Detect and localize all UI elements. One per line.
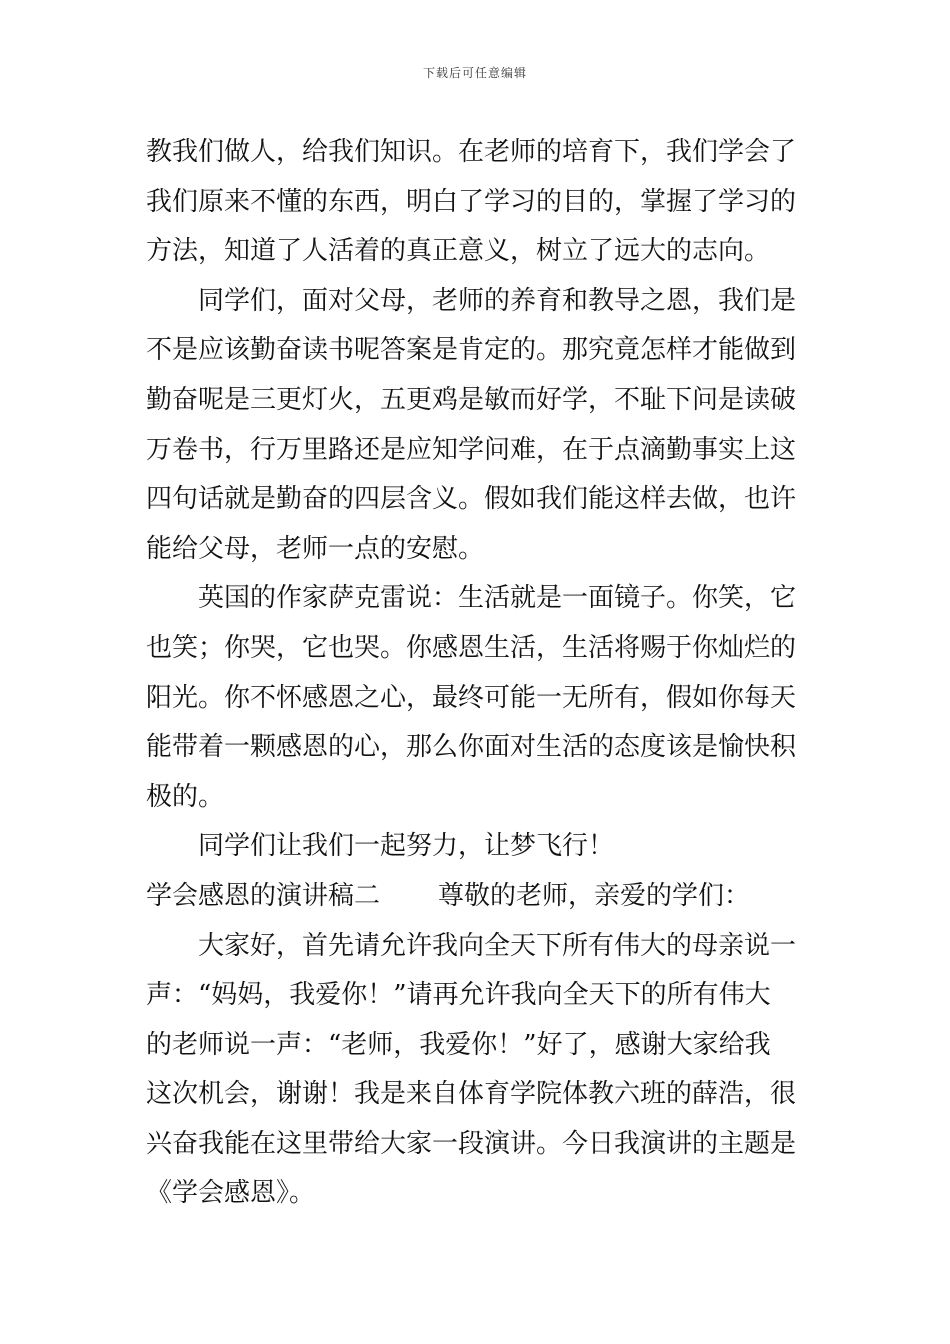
- paragraph-start-line: 大家好，首先请允许我向全天下所有伟大的母亲说一: [198, 930, 797, 961]
- text-line: 声：“妈妈，我爱你！”请再允许我向全天下的所有伟大: [146, 980, 771, 1011]
- section-heading-line: [146, 872, 810, 922]
- text-line: 我们原来不懂的东西，明白了学习的目的，掌握了学习的: [146, 186, 797, 217]
- text-line: 这次机会，谢谢！我是来自体育学院体教六班的薛浩，很: [146, 1079, 797, 1110]
- salutation: 尊敬的老师，亲爱的学们：: [438, 880, 751, 911]
- text-line: 不是应该勤奋读书呢答案是肯定的。那究竟怎样才能做到: [146, 335, 797, 366]
- paragraph-start-line: 同学们让我们一起努力，让梦飞行！: [198, 831, 615, 862]
- paragraph-start-line: 同学们，面对父母，老师的养育和教导之恩，我们是: [198, 285, 797, 316]
- paragraph-start-line: 英国的作家萨克雷说：生活就是一面镜子。你笑，它: [198, 583, 797, 614]
- text-line: 兴奋我能在这里带给大家一段演讲。今日我演讲的主题是: [146, 1128, 797, 1159]
- text-line: 也笑；你哭，它也哭。你感恩生活，生活将赐于你灿烂的: [146, 632, 797, 663]
- text-line: 万卷书，行万里路还是应知学问难，在于点滴勤事实上这: [146, 434, 797, 465]
- text-line: 阳光。你不怀感恩之心，最终可能一无所有，假如你每天: [146, 682, 797, 713]
- text-line: 方法，知道了人活着的真正意义，树立了远大的志向。: [146, 236, 771, 267]
- text-line: 能给父母，老师一点的安慰。: [146, 533, 485, 564]
- document-body: [146, 128, 810, 1219]
- text-line: 能带着一颗感恩的心，那么你面对生活的态度该是愉快积: [146, 732, 797, 763]
- text-line: 的老师说一声：“老师，我爱你！”好了，感谢大家给我: [146, 1029, 771, 1060]
- text-line: 四句话就是勤奋的四层含义。假如我们能这样去做，也许: [146, 484, 797, 515]
- text-line: 教我们做人，给我们知识。在老师的培育下，我们学会了: [146, 137, 797, 167]
- text-line: 极的。: [146, 781, 225, 812]
- section-title: 学会感恩的演讲稿二: [146, 880, 381, 911]
- text-line: 勤奋呢是三更灯火，五更鸡是敏而好学，不耻下问是读破: [146, 384, 797, 415]
- page-header: 下载后可任意编辑: [422, 66, 527, 80]
- text-line: 《学会感恩》。: [146, 1178, 316, 1209]
